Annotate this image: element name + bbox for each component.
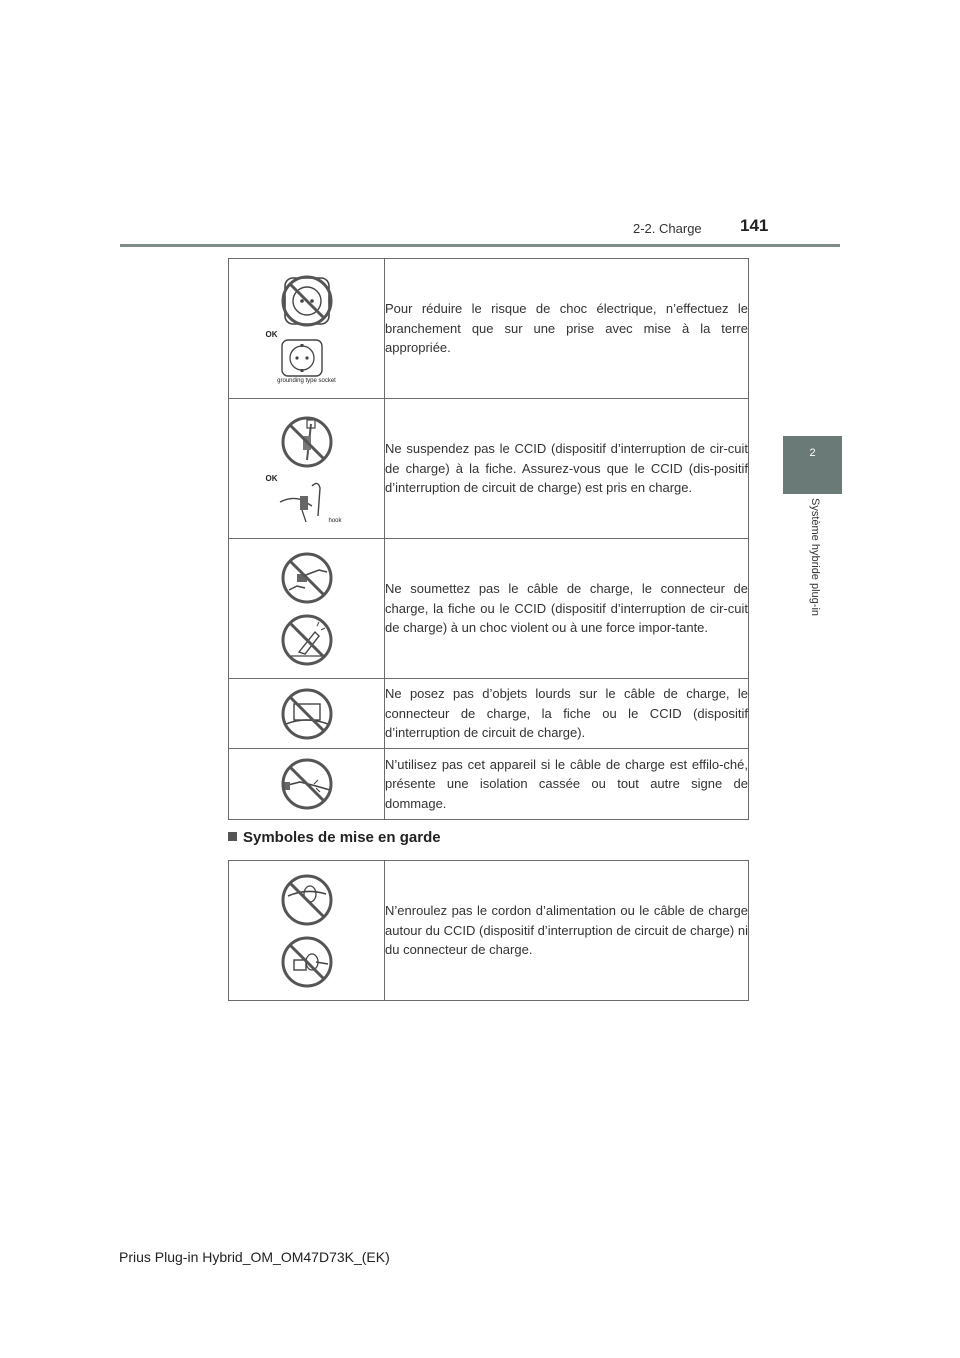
grounding-socket-icon — [272, 336, 332, 380]
icon-cell — [229, 259, 385, 399]
heading-bullet-icon — [228, 832, 237, 841]
icon-cell — [229, 749, 385, 820]
table-row — [229, 749, 749, 820]
icon-cell — [229, 399, 385, 539]
row-text: Ne suspendez pas le CCID (dispositif d’interruption de cir-cuit de charge) à la fiche. Assurez-vous que le CCID (dis-positif d’interruption de circuit de charge) est pris en charge. — [385, 399, 749, 539]
hook-caption: hook — [328, 517, 342, 524]
row-text: N’utilisez pas cet appareil si le câble de charge est effilo-ché, présente une isolation cassée ou tout autre signe de dommage. — [385, 749, 749, 820]
prohibited-wrapping-connector-icon — [276, 934, 338, 990]
table-row — [229, 399, 749, 539]
prohibited-damaged-cable-icon — [276, 756, 338, 812]
prohibited-wrapping-cord-icon — [276, 872, 338, 928]
ok-label: OK — [265, 473, 278, 483]
header-rule — [120, 244, 840, 247]
section-heading — [228, 829, 441, 846]
icon-cell — [229, 679, 385, 749]
table-row — [229, 861, 749, 1001]
prohibited-impact-icon — [275, 612, 339, 668]
row-text: Ne posez pas d’objets lourds sur le câble de charge, le connecteur de charge, la fiche ou le CCID (dispositif d’interruption de circuit de charge). — [385, 679, 749, 749]
ok-label: OK — [265, 329, 278, 339]
row-text: Pour réduire le risque de choc électrique, n’effectuez le branchement que sur une prise avec mise à la terre appropriée. — [385, 259, 749, 399]
page-number: 141 — [740, 216, 769, 235]
ccid-on-hook-icon — [272, 476, 332, 524]
table-row — [229, 259, 749, 399]
caution-symbols-table — [228, 860, 749, 1001]
chapter-tab-label: Système hybride plug-in — [809, 498, 821, 617]
prohibited-dropping-icon — [275, 550, 339, 606]
icon-cell — [229, 861, 385, 1001]
section-heading-text: Symboles de mise en garde — [243, 829, 441, 846]
table-row — [229, 679, 749, 749]
row-text: N’enroulez pas le cordon d’alimentation ou le câble de charge autour du CCID (dispositif d’interruption de circuit de charge) ni du connecteur de charge. — [385, 861, 749, 1001]
row-text: Ne soumettez pas le câble de charge, le connecteur de charge, la fiche ou le CCID (dispositif d’interruption de cir-cuit de charge) à un choc violent ou à une force impor-tante. — [385, 539, 749, 679]
chapter-tab — [783, 436, 842, 494]
grounding-socket-caption: grounding type socket — [277, 377, 336, 384]
warning-table — [228, 258, 749, 820]
header-section-title: 2-2. Charge — [633, 221, 702, 236]
icon-cell — [229, 539, 385, 679]
prohibited-hanging-ccid-icon — [277, 414, 337, 470]
document-id: Prius Plug-in Hybrid_OM_OM47D73K_(EK) — [119, 1249, 390, 1265]
prohibited-heavy-objects-icon — [276, 686, 338, 742]
prohibited-socket-icon — [275, 274, 339, 330]
table-row — [229, 539, 749, 679]
chapter-tab-number: 2 — [809, 447, 816, 459]
